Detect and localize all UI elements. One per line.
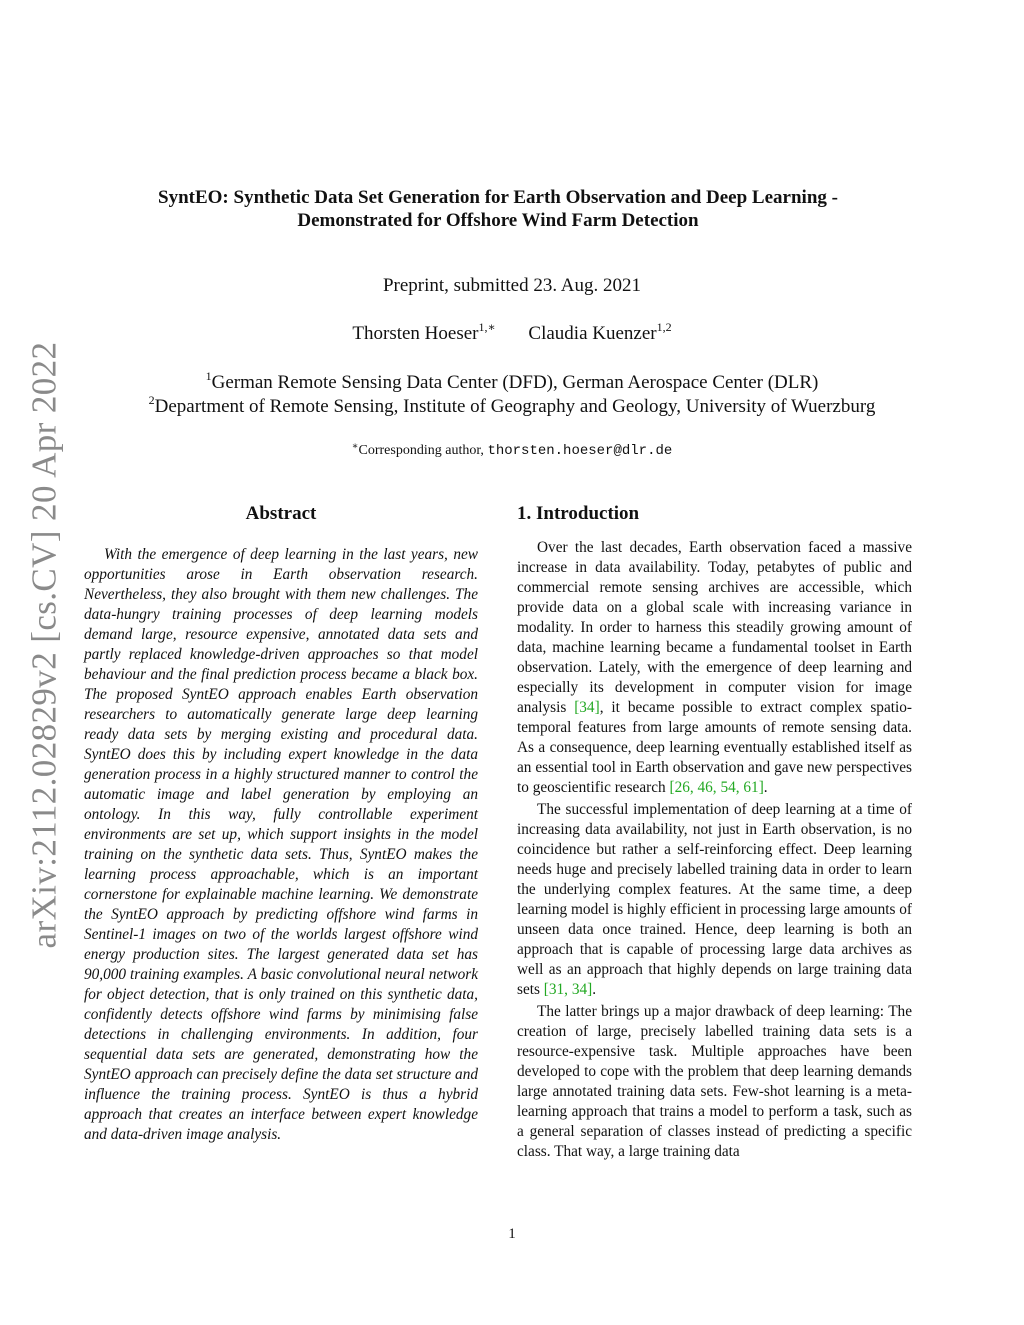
author-list	[0, 320, 1024, 345]
left-column	[84, 503, 478, 1145]
right-column	[517, 503, 912, 1164]
affiliation	[0, 369, 1024, 394]
introduction-paragraph-2	[517, 800, 912, 1000]
abstract-heading: Abstract	[245, 503, 317, 524]
affiliation-marker: 2	[148, 393, 155, 407]
author-affiliation-marker: 1,2	[656, 320, 672, 334]
paragraph-text: The successful implementation of deep learning at a time of increasing data availability, not just in Earth observation, is no coincidence but rather a self-reinforcing effect. Deep learning needs huge and precisely labelled training data in order to learn the underlying complex features. At the same time, a deep learning model is highly efficient in processing large amounts of unseen data once trained. Hence, deep learning is both an approach that is capable of processing large data archives as well as an approach that highly depends on large training data sets	[517, 801, 912, 998]
corresponding-marker: ∗	[351, 441, 359, 452]
paragraph-text: .	[592, 981, 597, 998]
corresponding-email[interactable]: thorsten.hoeser@dlr.de	[487, 443, 673, 459]
abstract-body: With the emergence of deep learning in the last years, new opportunities arose in Earth observation research. Nevertheless, they also brought with them new challenges. The data-hungry training processes of deep learning models demand large, resource expensive, annotated data sets and partly replaced knowledge-driven approaches so that model behaviour and the final prediction process became a black box. The proposed SyntEO approach enables Earth observation researchers to automatically generate large deep learning ready data sets by merging existing and procedural data. SyntEO does this by including expert knowledge in the data generation process in a highly structured manner to control the automatic image and label generation by employing an ontology. In this way, fully controllable experiment environments are set up, which support insights in the model training on the synthetic data sets. Thus, SyntEO makes the learning process approachable, which is an important cornerstone for explainable machine learning. We demonstrate the SyntEO approach by predicting offshore wind farms in Sentinel-1 images on two of the worlds largest offshore wind energy production sites. The largest generated data set has 90,000 training examples. A basic convolutional neural network for object detection, that is only trained on this synthetic data, confidently detects offshore wind farms by minimising false detections in challenging environments. In addition, four sequential data sets are generated, demonstrating how the SyntEO approach can precisely define the data set structure and influence the training process. SyntEO is thus a hybrid approach that creates an interface between expert knowledge and data-driven image analysis.	[84, 546, 478, 1143]
preprint-note: Preprint, submitted 23. Aug. 2021	[382, 275, 642, 296]
arxiv-identifier-text: arXiv:2112.02829v2 [cs.CV] 20 Apr 2022	[24, 341, 63, 949]
corresponding-label: Corresponding author,	[358, 443, 488, 458]
author	[352, 320, 495, 345]
affiliation-text: Department of Remote Sensing, Institute of Geography and Geology, University of Wuerzburg	[154, 396, 876, 417]
author-affiliation-marker: 1,∗	[478, 320, 496, 334]
citation-link[interactable]: [34]	[574, 699, 600, 716]
paragraph-text: .	[763, 779, 768, 796]
affiliation-marker: 1	[205, 369, 212, 383]
paper-title	[120, 186, 876, 232]
arxiv-identifier-stamp	[18, 341, 70, 949]
affiliation-text: German Remote Sensing Data Center (DFD), German Aerospace Center (DLR)	[211, 372, 819, 393]
paragraph-text: , it became possible to extract complex spatio-temporal features from large amounts of remote sensing data. As a consequence, deep learning eventually established itself as an essential tool in Earth observation and gave new perspectives to geoscientific research	[517, 699, 912, 796]
corresponding-author-note	[0, 441, 1024, 459]
author	[528, 320, 671, 345]
affiliation	[0, 393, 1024, 418]
citation-link[interactable]: [31, 34]	[543, 981, 593, 998]
introduction-paragraph-1	[517, 538, 912, 798]
author-name: Claudia Kuenzer	[528, 323, 657, 344]
introduction-heading: 1. Introduction	[517, 503, 640, 524]
paper-title-line-1: SyntEO: Synthetic Data Set Generation for Earth Observation and Deep Learning -	[158, 187, 838, 208]
page-number: 1	[508, 1226, 516, 1242]
paragraph-text: Over the last decades, Earth observation faced a massive increase in data availability. Today, petabytes of public and commercial remote sensing archives are accessible, which provide data on a global scale with increasing variance in modality. In order to harness this steadily growing amount of data, machine learning became a fundamental toolset in Earth observation. Lately, with the emergence of deep learning and especially its development in computer vision for image analysis	[517, 539, 912, 716]
citation-link[interactable]: [26, 46, 54, 61]	[669, 779, 764, 796]
paper-title-line-2: Demonstrated for Offshore Wind Farm Detection	[297, 210, 699, 231]
author-name: Thorsten Hoeser	[352, 323, 479, 344]
introduction-paragraph-3: The latter brings up a major drawback of deep learning: The creation of large, precisely labelled training data sets is a resource-expensive task. Multiple approaches have been developed to cope with the problem that deep learning demands large annotated training data sets. Few-shot learning is a meta-learning approach that trains a model to perform a task, such as a general separation of classes instead of predicting a specific class. That way, a large training data	[517, 1003, 912, 1160]
